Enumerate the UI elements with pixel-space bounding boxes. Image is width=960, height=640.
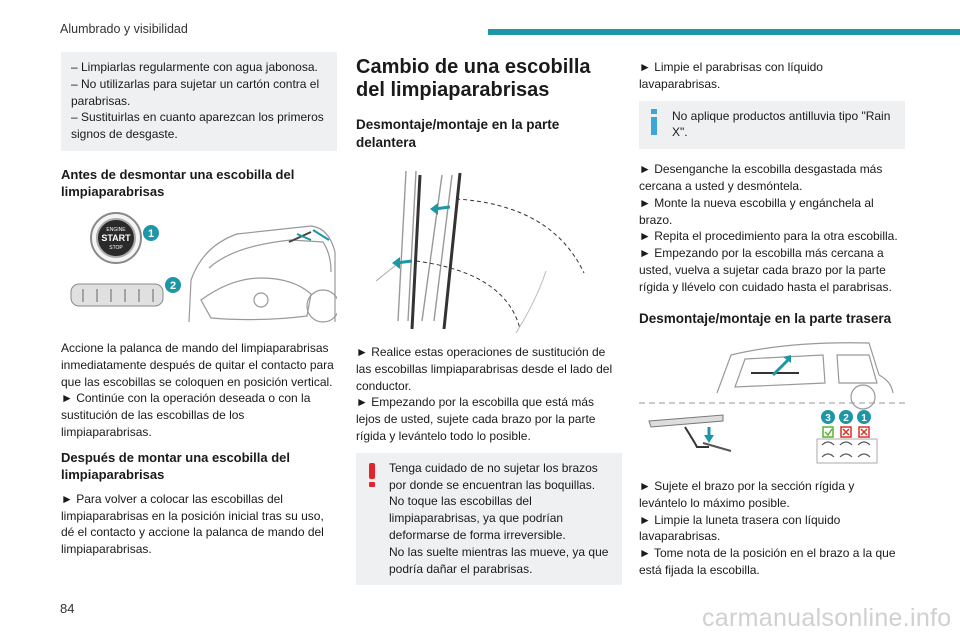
front-wiper-figure (356, 161, 622, 336)
main-title: Cambio de una escobilla del limpiaparabrisas (356, 56, 591, 101)
button-text-stop: STOP (109, 244, 123, 251)
step-line: ► Empezando por la escobilla más cercana a usted, vuelva a sujetar cada brazo por la parte rígida y llévelo con cuidado hasta el parabrisas. (639, 246, 892, 294)
step-line: ► Limpie la luneta trasera con líquido lavaparabrisas. (639, 512, 841, 544)
column-2 (356, 52, 622, 585)
front-replacement-steps (639, 161, 905, 295)
warning-line: Tenga cuidado de no sujetar los brazos por donde se encuentran las boquillas. (389, 460, 598, 492)
warning-exclamation-icon (365, 462, 379, 488)
front-steps (356, 344, 622, 445)
rear-steps (639, 478, 905, 579)
clean-windscreen-step: ► Limpie el parabrisas con líquido lavaparabrisas. (639, 60, 823, 91)
column-3 (639, 52, 905, 579)
paragraph-line: Accione la palanca de mando del limpiaparabrisas inmediatamente después de quitar el contacto para que las escobillas se coloquen en posición vertical. (61, 340, 334, 389)
care-tip-line: – Limpiarlas regularmente con agua jabonosa. (71, 60, 318, 74)
start-stop-button-icon (91, 213, 141, 263)
running-header: Alumbrado y visibilidad (60, 22, 188, 36)
info-icon (649, 109, 659, 135)
button-text-start: START (101, 232, 131, 243)
step-badge-2-label: 2 (169, 279, 177, 292)
rear-wiper-figure (639, 335, 905, 470)
warning-line: No toque las escobillas del limpiaparabrisas, ya que podrían deformarse de forma irreversible. (389, 494, 566, 542)
info-note: No aplique productos antilluvia tipo "Rain X". (672, 108, 891, 140)
warning-line: No las suelte mientras las mueve, ya que podría dañar el parabrisas. (389, 544, 609, 576)
position-badge-2: 2 (843, 413, 849, 425)
subtitle-rear: Desmontaje/montaje en la parte trasera (639, 310, 892, 326)
paragraph-before-removal (61, 340, 337, 441)
wiper-lever-icon (71, 284, 163, 306)
step-badge-1-label: 1 (147, 227, 155, 240)
step-line: ► Sujete el brazo por la sección rígida y levántelo lo máximo posible. (639, 479, 855, 510)
car-front-illustration (189, 226, 337, 322)
step-line: ► Desenganche la escobilla desgastada más cercana a usted y desmóntela. (639, 162, 883, 193)
step-line: ► Realice estas operaciones de sustitución de las escobillas limpiaparabrisas desde el lado del conductor. (356, 345, 613, 393)
engine-start-lever-figure (61, 212, 337, 332)
page-number: 84 (60, 601, 75, 616)
step-line: ► Monte la nueva escobilla y engánchela al brazo. (639, 195, 874, 227)
warning-box (356, 453, 622, 586)
position-badge-1: 1 (861, 413, 867, 425)
section-title-after-install: Después de montar una escobilla del limpiaparabrisas (61, 449, 291, 482)
care-tips-box (61, 52, 337, 151)
position-badge-3: 3 (825, 413, 831, 425)
button-text-engine: ENGINE (106, 226, 126, 233)
header-accent-bar (488, 29, 960, 35)
column-1 (61, 52, 337, 558)
step-line: ► Repita el procedimiento para la otra escobilla. (639, 229, 898, 244)
subtitle-front: Desmontaje/montaje en la parte delantera (356, 117, 560, 150)
info-box (639, 101, 905, 150)
step-line: ► Tome nota de la posición en el brazo a la que está fijada la escobilla. (639, 546, 896, 578)
step-line: ► Empezando por la escobilla que está más lejos de usted, sujete cada brazo por la parte rígida y levántelo todo lo posible. (356, 395, 596, 443)
paragraph-line: ► Continúe con la operación deseada o con la sustitución de las escobillas de los limpiaparabrisas. (61, 391, 311, 439)
paragraph-after-install: ► Para volver a colocar las escobillas del limpiaparabrisas en la posición inicial tras su uso, dé el contacto y accione la palanca de mando del limpiaparabrisas. (61, 491, 324, 557)
section-title-before-removal: Antes de desmontar una escobilla del limpiaparabrisas (61, 166, 295, 199)
watermark-text: carmanualsonline.info (702, 604, 952, 632)
care-tip-line: – No utilizarlas para sujetar un cartón contra el parabrisas. (71, 76, 320, 108)
care-tip-line: – Sustituirlas en cuanto aparezcan los primeros signos de desgaste. (71, 110, 324, 142)
